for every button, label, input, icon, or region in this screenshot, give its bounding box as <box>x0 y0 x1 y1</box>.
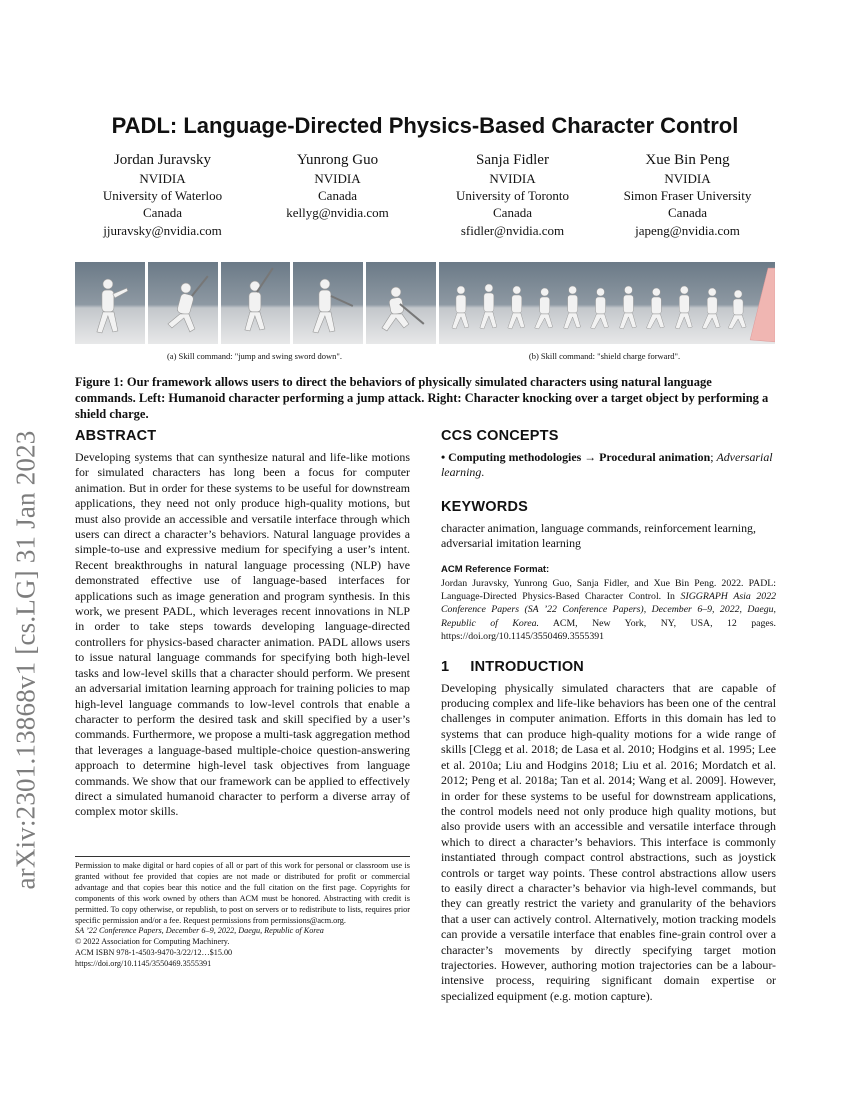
arxiv-stamp-text: arXiv:2301.13868v1 [cs.LG] 31 Jan 2023 <box>10 430 41 890</box>
left-column <box>75 428 410 820</box>
abstract-heading: ABSTRACT <box>75 428 157 444</box>
author-affiliation: NVIDIA <box>664 171 711 186</box>
author-1 <box>75 150 250 239</box>
right-column <box>441 428 776 1004</box>
author-institution: Simon Fraser University <box>623 188 752 204</box>
author-affiliation: NVIDIA <box>489 171 536 186</box>
subcaption-b: (b) Skill command: "shield charge forward". <box>528 351 681 361</box>
permission-footnote <box>75 856 410 970</box>
copyright-line: © 2022 Association for Computing Machinery. <box>75 937 230 947</box>
intro-text: Developing physically simulated characters that are capable of producing complex and life-like behaviors has been one of the central challenges in computer animation. Efforts in this domain has led to systems that can produce high-quality motions for a wide range of skills [Clegg et al. 2018; de Lasa et al. 2010; Hodgins et al. 1995; Lee et al. 2010a; Liu and Hodgins 2018; Liu et al. 2016; Mordatch et al. 2012; Peng et al. 2018a; Tan et al. 2014; Wang et al. 2009]. However, in order for these systems to be useful for downstream applications, the control models need not only produce high quality motions, but also provide users with an accessible and versatile interface through which to direct a character’s behaviors. This interface is commonly instantiated through compact control abstractions, such as joystick controls or target way points. These control abstractions allow users to easily direct a character’s behavior via high-level commands, but they can greatly restrict the variety and granularity of the behaviors that a user can actively control. Alternatively, motion tracking models can provide a versatile interface that enables fine-grain control over a character’s movements by directly specifying target motion trajectories. However, authoring motion trajectories can be a labour-intensive process, requiring significant domain expertise or specialized equipment (e.g. motion capture). <box>441 680 776 1003</box>
author-3 <box>425 150 600 239</box>
figure-caption: Figure 1: Our framework allows users to direct the behaviors of physically simulated characters using natural language commands. Left: Humanoid character performing a jump attack. Right: Character knocking over a target object by performing a shield charge. <box>75 375 769 422</box>
acm-ref-authors: Jordan Juravsky, Yunrong Guo, Sanja Fidler, and Xue Bin Peng. 2022. PADL: Language-Directed Physics-Based Character Control. In <box>441 577 776 603</box>
author-email: sfidler@nvidia.com <box>460 222 565 238</box>
intro-heading: 1 INTRODUCTION <box>441 658 584 675</box>
ccs-text <box>441 450 776 481</box>
arxiv-stamp <box>4 300 48 1020</box>
figure-frame-2 <box>148 262 218 344</box>
figure-frame-1 <box>75 262 145 344</box>
author-name: Jordan Juravsky <box>113 152 212 168</box>
figure-frame-5 <box>366 262 436 344</box>
subcaption-a: (a) Skill command: "jump and swing sword down". <box>166 351 343 361</box>
author-name: Sanja Fidler <box>476 152 549 168</box>
ccs-end: . <box>481 465 485 480</box>
author-country: Canada <box>143 205 182 221</box>
author-country: Canada <box>493 205 532 221</box>
keywords-heading: KEYWORDS <box>441 498 528 515</box>
ccs-heading: CCS CONCEPTS <box>441 428 559 444</box>
author-affiliation: NVIDIA <box>139 171 186 186</box>
teaser-figure <box>75 262 775 344</box>
permission-text: Permission to make digital or hard copies of all or part of this work for personal or classroom use is granted without fee provided that copies are not made or distributed for profit or commercial advantage and that copies bear this notice and the full citation on the first page. Copyrights for components of this work owned by others than ACM must be honored. Abstracting with credit is permitted. To copy otherwise, or republish, to post on servers or to redistribute to lists, requires prior specific permission and/or a fee. Request permissions from permissions@acm.org. <box>75 861 410 925</box>
subfigure-captions <box>75 351 775 361</box>
author-institution: Canada <box>318 188 357 204</box>
doi-line: https://doi.org/10.1145/3550469.3555391 <box>75 959 212 969</box>
ccs-bold: • Computing methodologies → Procedural animation <box>441 450 711 464</box>
ccs-italic: Adversarial learning <box>441 450 773 480</box>
acm-ref-heading: ACM Reference Format: <box>441 563 550 575</box>
figure-frame-shield-charge <box>439 262 775 344</box>
author-email: japeng@nvidia.com <box>635 222 740 238</box>
figure-frame-3 <box>221 262 291 344</box>
ccs-separator: ; <box>710 450 717 464</box>
conference-line: SA ’22 Conference Papers, December 6–9, 2022, Daegu, Republic of Korea <box>75 926 324 936</box>
isbn-line: ACM ISBN 978-1-4503-9470-3/22/12…$15.00 <box>75 948 233 958</box>
acm-ref-rest: ACM, New York, NY, USA, 12 pages. https://doi.org/10.1145/3550469.3555391 <box>441 617 777 643</box>
acm-ref-text <box>441 577 776 644</box>
figure-frame-4 <box>293 262 363 344</box>
author-affiliation: NVIDIA <box>314 171 361 186</box>
author-email: jjuravsky@nvidia.com <box>103 222 222 238</box>
author-name: Xue Bin Peng <box>645 152 730 168</box>
author-name: Yunrong Guo <box>296 152 379 168</box>
abstract-text: Developing systems that can synthesize natural and life-like motions for simulated characters has long been a focus for computer animation. But in order for these systems to be useful for downstream applications, they need not only produce high-quality motions, but must also provide an accessible and versatile interface through which users can direct a character’s behaviors. Natural language provides a simple-to-use and expressive medium for specifying a user’s intent. Recent breakthroughs in natural language processing (NLP) have demonstrated effective use of language-based interfaces for applications such as image generation and program synthesis. In this work, we present PADL, which leverages recent innovations in NLP in order to take steps towards developing language-directed controllers for physics-based character animation. PADL allows users to issue natural language commands for specifying both high-level tasks and low-level skills that a character should perform. We present an adversarial imitation learning approach for training policies to map high-level language commands to low-level controls that enable a character to perform the desired task and skill specified by a user’s commands. Furthermore, we propose a multi-task aggregation method that leverages a language-based multiple-choice question-answering approach to determine high-level task objectives from language commands. We show that our framework can be applied to effectively direct a simulated humanoid character to perform a diverse array of complex motor skills. <box>75 450 410 819</box>
author-4 <box>600 150 775 239</box>
author-institution: University of Toronto <box>456 188 569 204</box>
author-email: kellyg@nvidia.com <box>286 205 389 221</box>
author-institution: University of Waterloo <box>102 188 223 204</box>
keywords-text: character animation, language commands, reinforcement learning, adversarial imitation learning <box>441 520 756 551</box>
acm-ref-venue: SIGGRAPH Asia 2022 Conference Papers (SA ’22 Conference Papers), December 6–9, 2022, Daegu, Republic of Korea. <box>441 591 776 629</box>
author-block <box>75 150 775 239</box>
paper-title: PADL: Language-Directed Physics-Based Character Control <box>111 113 739 138</box>
author-country: Canada <box>668 205 707 221</box>
author-2 <box>250 150 425 239</box>
